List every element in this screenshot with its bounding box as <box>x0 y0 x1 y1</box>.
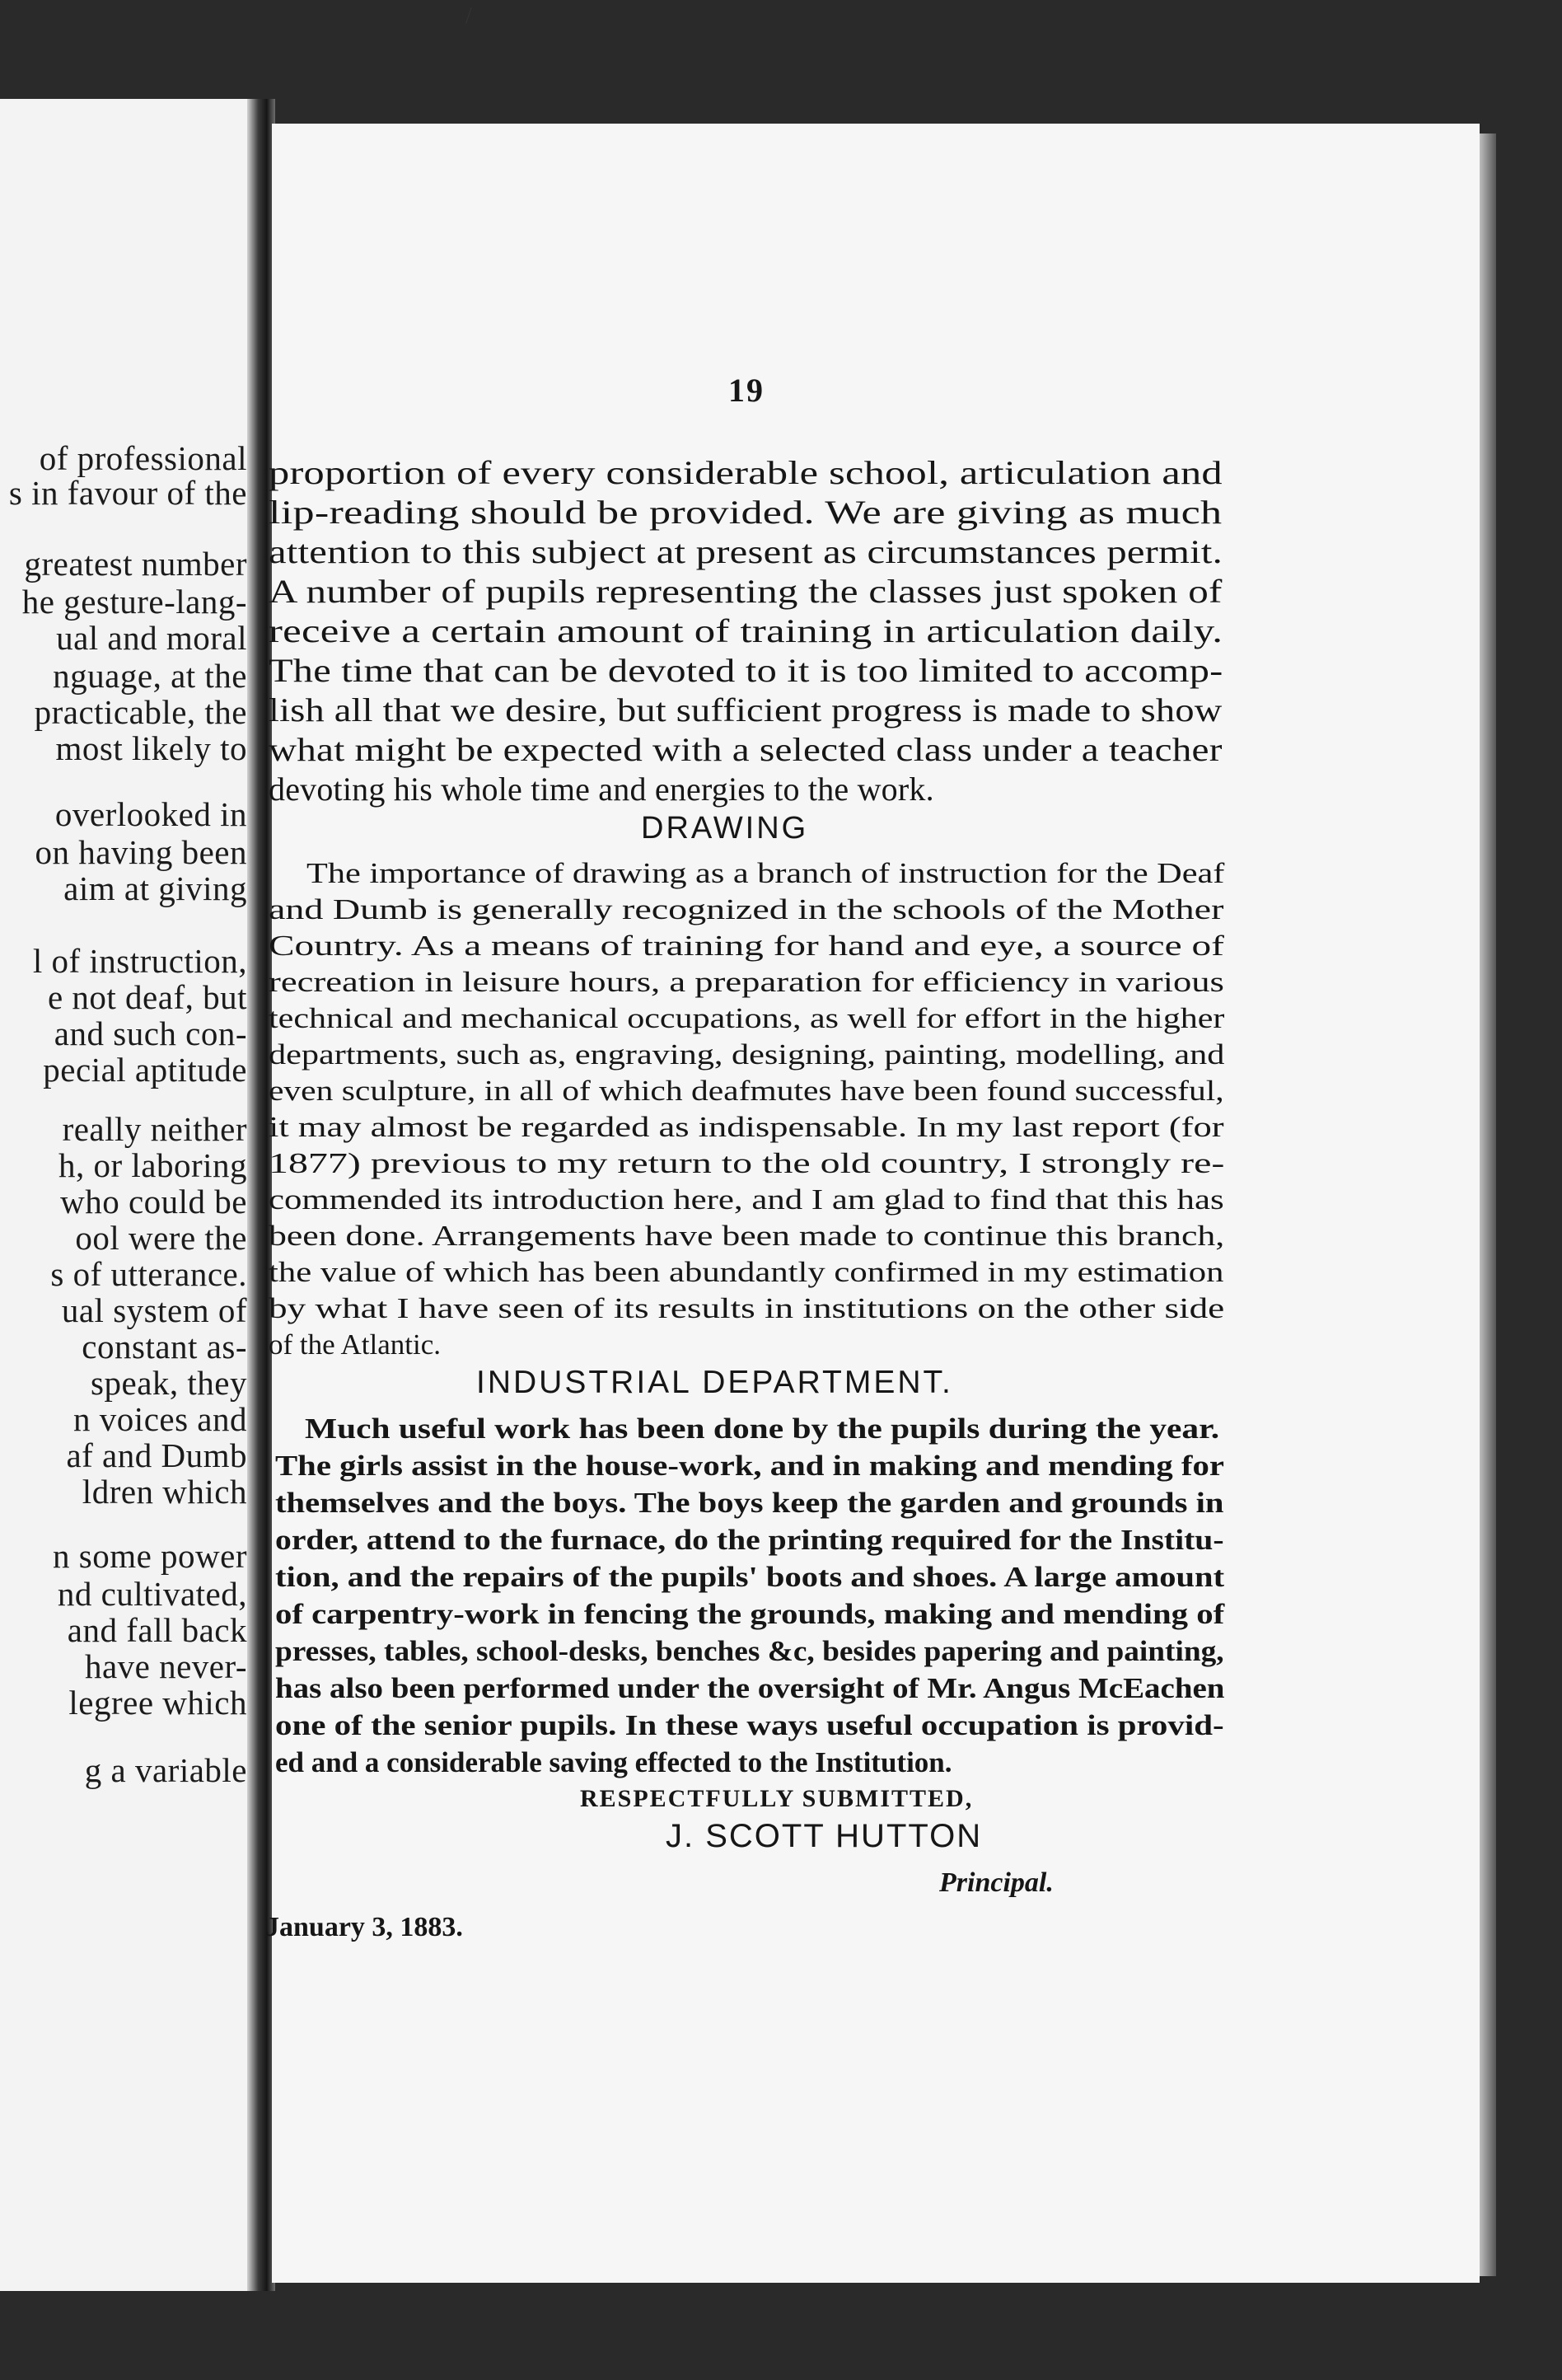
text-line: the value of which has been abundantly confirmed in my estimation <box>269 1256 1224 1288</box>
closing-line: RESPECTFULLY SUBMITTED, <box>580 1785 974 1812</box>
left-page-line: n voices and <box>73 1400 247 1438</box>
text-line: A number of pupils representing the classes just spoken of <box>269 573 1223 610</box>
text-line: presses, tables, school-desks, benches &c, besides papering and painting, <box>275 1635 1224 1667</box>
text-line: and Dumb is generally recognized in the schools of the Mother <box>269 893 1224 925</box>
left-page-line: h, or laboring <box>58 1146 247 1184</box>
left-page-fragment <box>0 99 262 2291</box>
left-page-line: overlooked in <box>54 795 247 833</box>
drawing-heading: DRAWING <box>641 811 809 846</box>
text-line: of carpentry-work in fencing the grounds, making and mending of <box>275 1598 1225 1630</box>
text-line: tion, and the repairs of the pupils' boots and shoes. A large amount <box>275 1561 1225 1593</box>
text-line: 1877) previous to my return to the old country, I strongly re- <box>269 1147 1225 1179</box>
left-page-line: ool were the <box>75 1219 247 1257</box>
left-page-line: most likely to <box>55 729 247 767</box>
text-line: Country. As a means of training for hand and eye, a source of <box>269 930 1224 962</box>
text-line: order, attend to the furnace, do the printing required for the Institu- <box>275 1524 1224 1556</box>
left-page-line: on having been <box>35 833 247 871</box>
signature-title: Principal. <box>939 1867 1054 1898</box>
left-page-line: l of instruction, <box>32 942 247 980</box>
left-page-line: constant as- <box>82 1328 247 1366</box>
left-page-line: and such con- <box>54 1014 247 1052</box>
left-page-line: and fall back <box>67 1611 247 1649</box>
text-line: what might be expected with a selected class under a teacher <box>269 731 1223 768</box>
left-page-line: af and Dumb <box>66 1436 247 1474</box>
left-page-line: s in favour of the <box>8 474 247 512</box>
page-edge <box>1480 134 1496 2276</box>
text-line: even sculpture, in all of which deafmutes have been found successful, <box>269 1075 1224 1107</box>
scan-mark: / <box>465 3 472 29</box>
text-line: The importance of drawing as a branch of instruction for the Deaf <box>306 857 1225 889</box>
text-line: Much useful work has been done by the pupils during the year. <box>305 1413 1220 1445</box>
text-line: technical and mechanical occupations, as well for effort in the higher <box>269 1002 1225 1034</box>
left-page-line: s of utterance. <box>50 1255 247 1293</box>
text-line: been done. Arrangements have been made to continue this branch, <box>269 1220 1225 1252</box>
left-page-line: have never- <box>84 1647 247 1685</box>
left-page-line: greatest number <box>24 545 247 583</box>
left-page-line: ldren which <box>82 1473 247 1511</box>
text-line: The time that can be devoted to it is too limited to accomp- <box>269 652 1223 689</box>
text-line: The girls assist in the house-work, and in making and mending for <box>275 1450 1224 1482</box>
text-line: themselves and the boys. The boys keep the garden and grounds in <box>275 1487 1224 1519</box>
text-line: receive a certain amount of training in articulation daily. <box>269 612 1223 649</box>
text-line: attention to this subject at present as circumstances permit. <box>269 533 1223 570</box>
signature-name: J. SCOTT HUTTON <box>666 1818 983 1854</box>
text-line: lip-reading should be provided. We are giving as much <box>269 494 1223 531</box>
text-line: proportion of every considerable school, articulation and <box>269 454 1223 491</box>
left-page-line: pecial aptitude <box>43 1051 247 1089</box>
text-line: departments, such as, engraving, designing, painting, modelling, and <box>269 1038 1225 1071</box>
left-page-line: practicable, the <box>34 693 247 731</box>
left-page-line: e not deaf, but <box>47 978 247 1016</box>
industrial-heading: INDUSTRIAL DEPARTMENT. <box>476 1365 953 1400</box>
left-page-line: really neither <box>62 1110 247 1148</box>
text-line: devoting his whole time and energies to the work. <box>269 771 934 808</box>
left-page-line: g a variable <box>84 1751 247 1789</box>
left-page-line: ual system of <box>61 1291 247 1329</box>
text-line: ed and a considerable saving effected to the Institution. <box>275 1746 952 1778</box>
text-line: has also been performed under the oversight of Mr. Angus McEachen <box>275 1672 1225 1704</box>
left-page-line: who could be <box>60 1183 247 1220</box>
date-line: January 3, 1883. <box>265 1912 463 1942</box>
text-line: commended its introduction here, and I am glad to find that this has <box>269 1183 1224 1216</box>
text-line: one of the senior pupils. In these ways useful occupation is provid- <box>275 1709 1224 1741</box>
left-page-line: nguage, at the <box>53 657 247 695</box>
text-line: of the Atlantic. <box>269 1328 441 1361</box>
text-line: recreation in leisure hours, a preparation for efficiency in various <box>269 966 1224 998</box>
left-page-line: aim at giving <box>63 869 247 907</box>
left-page-line: ual and moral <box>56 619 247 657</box>
left-page-line: he gesture-lang- <box>21 583 247 621</box>
left-page-line: legree which <box>68 1684 247 1722</box>
left-page-line: nd cultivated, <box>57 1575 247 1613</box>
page-number: 19 <box>728 372 765 409</box>
left-page-line: speak, they <box>91 1364 247 1402</box>
left-page-line: n some power <box>52 1537 247 1575</box>
text-line: lish all that we desire, but sufficient progress is made to show <box>269 691 1223 729</box>
text-line: it may almost be regarded as indispensable. In my last report (for <box>269 1111 1224 1143</box>
left-page-line: of professional <box>39 439 247 477</box>
text-line: by what I have seen of its results in institutions on the other side <box>269 1292 1225 1324</box>
